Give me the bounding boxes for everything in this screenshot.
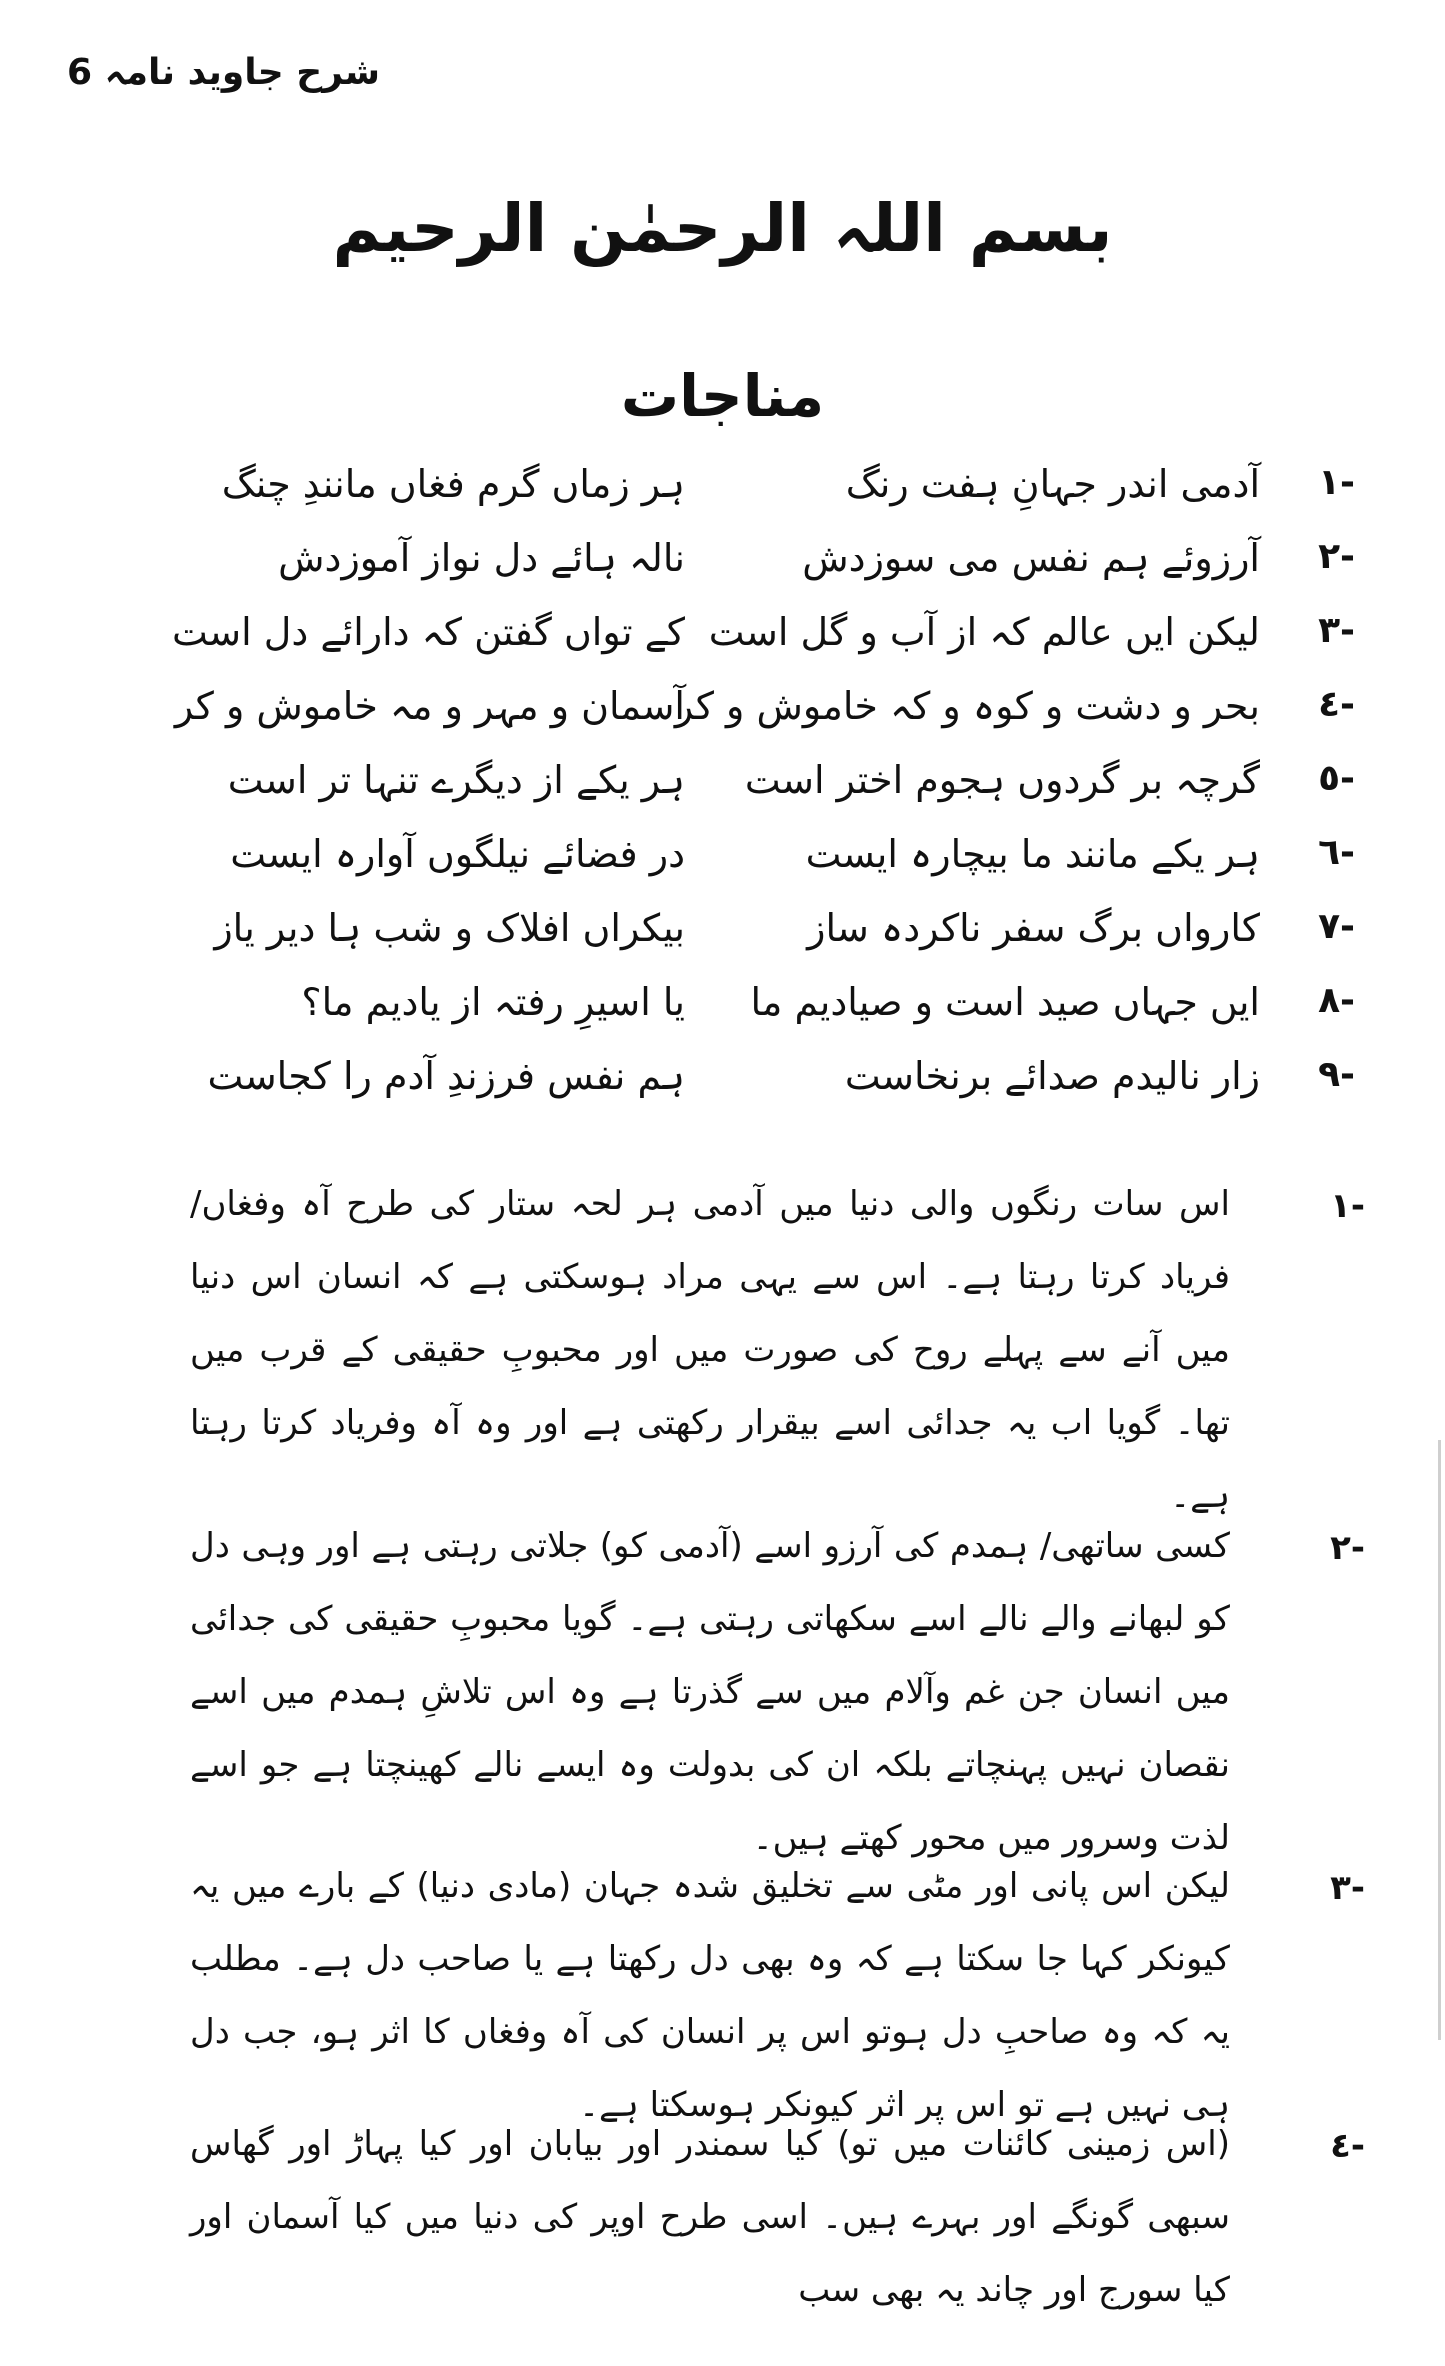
verse-row [0,980,1445,1040]
verse-first-hemistich: ہر یکے مانند ما بیچارہ ایست [805,832,1260,876]
verse-first-hemistich: آدمی اندر جہانِ ہفت رنگ [845,462,1260,506]
section-title: مناجات [620,362,825,430]
verse-first-hemistich: ایں جہاں صید است و صیادیم ما [750,980,1260,1024]
verse-first-hemistich: لیکن ایں عالم کہ از آب و گل است [708,610,1260,654]
verse-first-hemistich: زار نالیدم صدائے برنخاست [844,1054,1260,1098]
verse-row [0,536,1445,596]
verse-first-hemistich: گرچہ بر گردوں ہجوم اختر است [744,758,1260,802]
commentary-number: -١ [1330,1186,1365,1226]
verse-row [0,1054,1445,1114]
verse-number: -٣ [1318,610,1355,651]
verse-number: -٨ [1318,980,1355,1021]
commentary-number: -٤ [1330,2126,1365,2166]
verse-number: -٤ [1318,684,1355,725]
verse-first-hemistich: آرزوئے ہم نفس می سوزدش [802,536,1260,580]
commentary-number: -٣ [1330,1868,1365,1908]
verse-number: -٢ [1318,536,1355,577]
verse-second-hemistich: کے تواں گفتن کہ دارائے دل است [171,610,685,654]
verse-first-hemistich: بحر و دشت و کوہ و کہ خاموش و کر [674,684,1260,728]
verse-number: -٦ [1318,832,1355,873]
verse-row [0,610,1445,670]
verse-row [0,832,1445,892]
verse-number: -١ [1318,462,1355,503]
commentary-number: -٢ [1330,1528,1365,1568]
verse-second-hemistich: یا اسیرِ رفتہ از یادیم ما؟ [301,980,685,1024]
page-header: شرح جاوید نامہ 6 [67,52,380,93]
verse-row [0,684,1445,744]
commentary-text: (اس زمینی کائنات میں تو) کیا سمندر اور بیابان اور کیا پہاڑ اور گھاس سبھی گونگے اور بہرے ہیں۔ اسی طرح اوپر کی دنیا میں کیا آسمان اور کیا سورج اور چاند یہ بھی سب [190,2124,1230,2310]
scan-edge-mark [1438,1440,1441,2040]
bismillah-heading: بسم اللہ الرحمٰن الرحیم [332,190,1113,267]
verse-number: -٥ [1318,758,1355,799]
verse-second-hemistich: آسمان و مہر و مہ خاموش و کر [174,684,685,728]
commentary-text: کسی ساتھی/ ہمدم کی آرزو اسے (آدمی کو) جلاتی رہتی ہے اور وہی دل کو لبھانے والے نالے اسے سکھاتی رہتی ہے۔ گویا محبوبِ حقیقی کی جدائی میں انسان جن غم وآلام میں سے گذرتا ہے وہ اس تلاشِ ہمدم میں اسے نقصان نہیں پہنچاتے بلکہ ان کی بدولت وہ ایسے نالے کھینچتا ہے جو اسے لذت وسرور میں محور کھتے ہیں۔ [190,1526,1230,1858]
verse-second-hemistich: بیکراں افلاک و شب ہا دیر یاز [214,906,685,950]
verse-first-hemistich: کارواں برگ سفر ناکردہ ساز [807,906,1260,950]
verse-row [0,758,1445,818]
verse-second-hemistich: ہر زماں گرم فغاں مانندِ چنگ [221,462,685,506]
commentary-text: لیکن اس پانی اور مٹی سے تخلیق شدہ جہان (مادی دنیا) کے بارے میں یہ کیونکر کہا جا سکتا ہے کہ وہ بھی دل رکھتا ہے یا صاحب دل ہے۔ مطلب یہ کہ وہ صاحبِ دل ہوتو اس پر انسان کی آہ وفغاں کا اثر ہو، جب دل ہی نہیں ہے تو اس پر اثر کیونکر ہوسکتا ہے۔ [190,1866,1230,2125]
verse-number: -٧ [1318,906,1355,947]
verse-row [0,906,1445,966]
verse-second-hemistich: در فضائے نیلگوں آوارہ ایست [230,832,685,876]
verse-second-hemistich: ہم نفس فرزندِ آدم را کجاست [207,1054,685,1098]
verse-row [0,462,1445,522]
verse-second-hemistich: نالہ ہائے دل نواز آموزدش [278,536,685,580]
commentary-text: اس سات رنگوں والی دنیا میں آدمی ہر لحہ ستار کی طرح آہ وفغاں/فریاد کرتا رہتا ہے۔ اس سے یہی مراد ہوسکتی ہے کہ انسان اس دنیا میں آنے سے پہلے روح کی صورت میں اور محبوبِ حقیقی کے قرب میں تھا۔ گویا اب یہ جدائی اسے بیقرار رکھتی ہے اور وہ آہ وفریاد کرتا رہتا ہے۔ [190,1184,1230,1516]
verse-number: -٩ [1318,1054,1355,1095]
verse-second-hemistich: ہر یکے از دیگرے تنہا تر است [227,758,685,802]
